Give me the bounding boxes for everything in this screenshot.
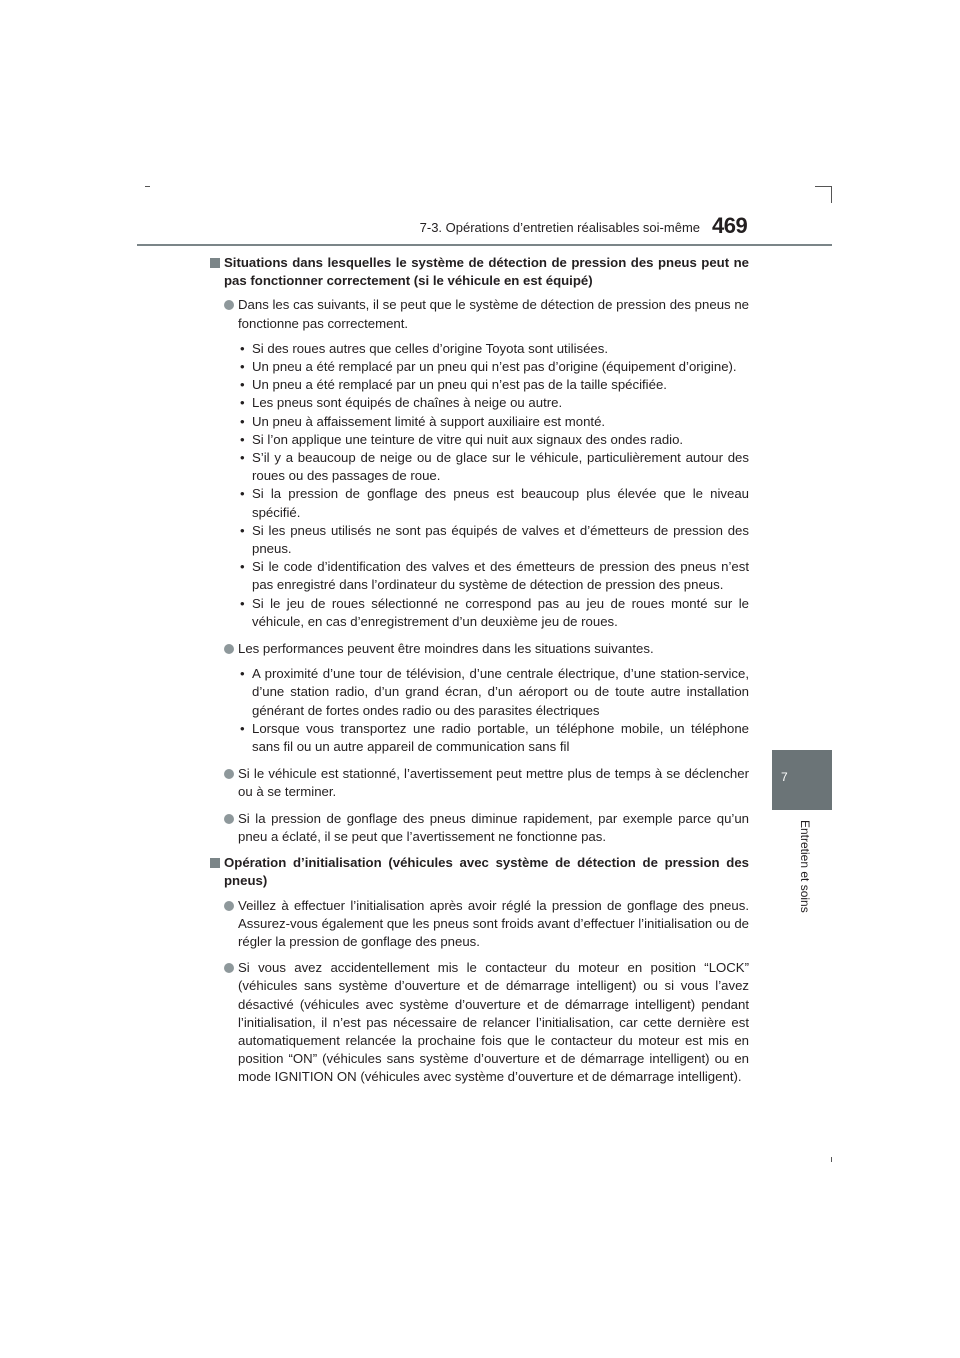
section-heading xyxy=(210,254,749,290)
dot-bullet-icon: • xyxy=(240,522,245,538)
list-item-text: Si le véhicule est stationné, l’avertissement peut mettre plus de temps à se déclencher ou à se terminer. xyxy=(238,766,749,800)
bullet-item xyxy=(210,449,749,485)
square-bullet-icon xyxy=(210,858,220,868)
chapter-tab xyxy=(772,750,832,810)
bullet-item xyxy=(210,394,749,412)
bullet-text: Lorsque vous transportez une radio portable, un téléphone mobile, un téléphone sans fil ou un autre appareil de communication sans fil xyxy=(252,720,749,755)
list-item-text: Dans les cas suivants, il se peut que le système de détection de pression des pneus ne fonctionne pas correctement. xyxy=(238,297,749,331)
section-heading-text: Opération d’initialisation (véhicules avec système de détection de pression des pneus) xyxy=(224,855,749,889)
list-item-text: Si la pression de gonflage des pneus diminue rapidement, par exemple parce qu’un pneu a éclaté, il se peut que l’avertissement ne fonctionne pas. xyxy=(238,810,749,844)
bullet-item xyxy=(210,665,749,720)
dot-bullet-icon: • xyxy=(240,559,245,575)
page-number: 469 xyxy=(712,213,748,238)
bullet-text: Un pneu a été remplacé par un pneu qui n’est pas de la taille spécifiée. xyxy=(252,377,667,393)
page-content xyxy=(210,254,749,1095)
dot-bullet-icon: • xyxy=(240,595,245,611)
dot-bullet-icon: • xyxy=(240,413,245,429)
bullet-text: Si l’on applique une teinture de vitre qui nuit aux signaux des ondes radio. xyxy=(252,431,684,447)
running-header-section: 7-3. Opérations d’entretien réalisables soi-même xyxy=(419,220,700,235)
chapter-label xyxy=(770,820,830,970)
dot-bullet-icon: • xyxy=(240,486,245,502)
list-item xyxy=(210,897,749,952)
bullet-text: S’il y a beaucoup de neige ou de glace sur le véhicule, particulièrement autour des roues ou des passages de roue. xyxy=(252,450,749,484)
dot-bullet-icon: • xyxy=(240,395,245,411)
list-item xyxy=(210,765,749,801)
list-item xyxy=(210,959,749,1086)
dot-bullet-icon: • xyxy=(240,359,245,375)
bullet-list xyxy=(210,340,749,631)
list-item-text: Si vous avez accidentellement mis le contacteur du moteur en position “LOCK” (véhicules sans système d’ouverture et de démarrage intelligent) ou si vous l’avez désactivé (véhicules avec système d’ouverture et de démarrage intelligent) pendant l’initialisation, il n’est pas nécessaire de relancer l’initialisation, car cette dernière est automatiquement relancée la prochaine fois que le contacteur du moteur est mis en position “ON” (véhicules sans système d’ouverture et de démarrage intelligent) ou en mode IGNITION ON (véhicules avec système d’ouverture et de démarrage intelligent). xyxy=(238,960,749,1085)
crop-mark-top-right-v xyxy=(831,186,832,203)
list-item-text: Veillez à effectuer l’initialisation après avoir réglé la pression de gonflage des pneus. Assurez-vous également que les pneus sont froids avant d’effectuer l’initialisation ou de régler la pression de gonflage des pneus. xyxy=(238,897,749,949)
list-item xyxy=(210,296,749,332)
dot-bullet-icon: • xyxy=(240,340,245,356)
circle-bullet-icon xyxy=(224,963,234,973)
bullet-text: A proximité d’une tour de télévision, d’une centrale électrique, d’une station-service, d’une station radio, d’un grand écran, d’un aéroport ou de toute autre installation générant de fortes ondes radio ou des parasites électriques xyxy=(252,666,749,718)
header-rule xyxy=(137,244,832,246)
bullet-item xyxy=(210,558,749,594)
bullet-text: Un pneu à affaissement limité à support auxiliaire est monté. xyxy=(252,413,606,429)
dot-bullet-icon: • xyxy=(240,666,245,682)
bullet-item xyxy=(210,720,749,756)
dot-bullet-icon: • xyxy=(240,720,245,736)
section-heading xyxy=(210,854,749,890)
chapter-title: Entretien et soins xyxy=(798,820,812,913)
dot-bullet-icon: • xyxy=(240,431,245,447)
crop-mark-bottom-right xyxy=(831,1157,832,1162)
circle-bullet-icon xyxy=(224,769,234,779)
circle-bullet-icon xyxy=(224,814,234,824)
bullet-item xyxy=(210,340,749,358)
bullet-item xyxy=(210,376,749,394)
bullet-item xyxy=(210,595,749,631)
crop-mark-top-right-h xyxy=(815,186,832,187)
bullet-text: Si le jeu de roues sélectionné ne correspond pas au jeu de roues monté sur le véhicule, en cas d’enregistrement d’un deuxième jeu de roues. xyxy=(252,595,749,629)
chapter-number: 7 xyxy=(781,770,788,784)
bullet-item xyxy=(210,431,749,449)
dot-bullet-icon: • xyxy=(240,377,245,393)
circle-bullet-icon xyxy=(224,300,234,310)
bullet-text: Si des roues autres que celles d’origine Toyota sont utilisées. xyxy=(252,340,609,356)
bullet-text: Si les pneus utilisés ne sont pas équipés de valves et d’émetteurs de pression des pneus. xyxy=(252,522,749,557)
circle-bullet-icon xyxy=(224,901,234,911)
bullet-item xyxy=(210,358,749,376)
crop-mark-top-left xyxy=(145,186,150,187)
dot-bullet-icon: • xyxy=(240,450,245,466)
bullet-text: Les pneus sont équipés de chaînes à neige ou autre. xyxy=(252,395,563,411)
bullet-item xyxy=(210,485,749,521)
section-heading-text: Situations dans lesquelles le système de détection de pression des pneus peut ne pas fonctionner correctement (si le véhicule en est équipé) xyxy=(224,255,749,289)
bullet-item xyxy=(210,522,749,558)
square-bullet-icon xyxy=(210,258,220,268)
list-item xyxy=(210,810,749,846)
circle-bullet-icon xyxy=(224,644,234,654)
list-item xyxy=(210,640,749,658)
bullet-text: Si le code d’identification des valves et des émetteurs de pression des pneus n’est pas enregistré dans l’ordinateur du système de détection de pression des pneus. xyxy=(252,559,749,593)
bullet-list xyxy=(210,665,749,756)
list-item-text: Les performances peuvent être moindres dans les situations suivantes. xyxy=(238,641,654,657)
bullet-text: Si la pression de gonflage des pneus est beaucoup plus élevée que le niveau spécifié. xyxy=(252,486,749,520)
bullet-text: Un pneu a été remplacé par un pneu qui n’est pas d’origine (équipement d’origine). xyxy=(252,359,737,375)
bullet-item xyxy=(210,413,749,431)
